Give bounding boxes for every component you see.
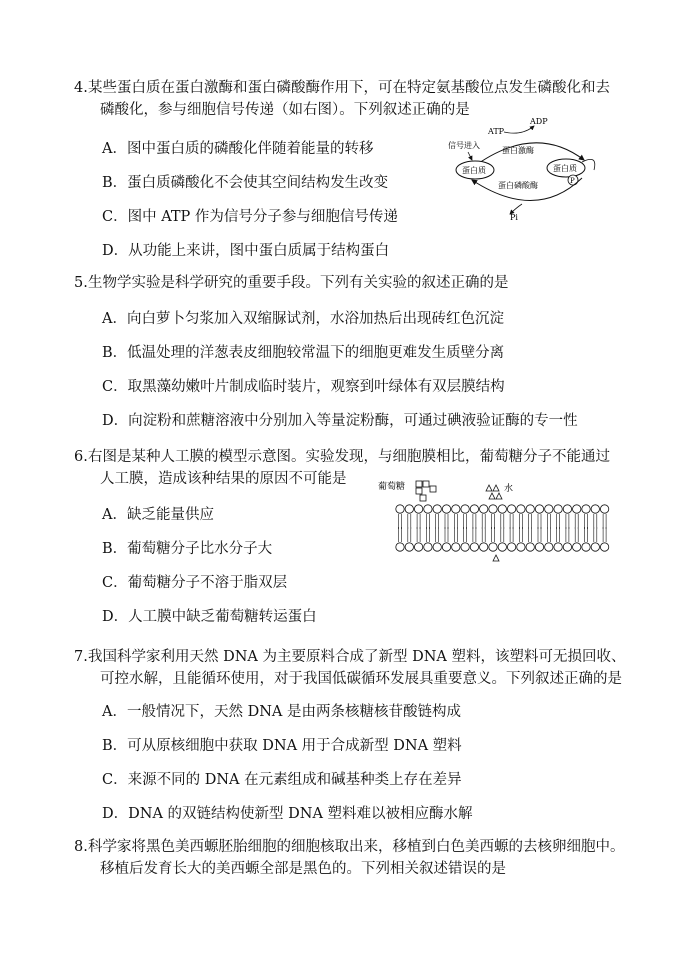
pi-label: Pi: [510, 213, 518, 222]
question-6-number: 6.: [74, 449, 88, 465]
question-7-stem: [74, 646, 648, 690]
phosphatase-label: 蛋白磷酸酶: [498, 181, 538, 190]
signal-arrow: [468, 152, 472, 160]
question-7-line-2: 可控水解，且能循环使用，对于我国低碳循环发展具重要意义。下列叙述正确的是: [100, 671, 622, 687]
q4-option-c: C．图中 ATP 作为信号分子参与细胞信号传递: [102, 209, 398, 225]
question-8-line-2: 移植后发育长大的美西螈全部是黑色的。下列相关叙述错误的是: [100, 861, 506, 877]
q7-option-a: A．一般情况下，天然 DNA 是由两条核糖核苷酸链构成: [102, 704, 461, 720]
water-pass-triangle: [493, 555, 499, 561]
phosphate-label: P: [570, 177, 575, 185]
question-5-number: 5.: [74, 275, 88, 291]
protein-left-label: 蛋白质: [462, 166, 486, 175]
q6-option-b: B．葡萄糖分子比水分子大: [102, 541, 273, 557]
kinase-label: 蛋白激酶: [502, 146, 534, 155]
q5-option-c: C．取黑藻幼嫩叶片制成临时装片，观察到叶绿体有双层膜结构: [102, 379, 505, 395]
adp-label: ADP: [530, 117, 548, 126]
q6-option-c: C．葡萄糖分子不溶于脂双层: [102, 575, 288, 591]
q4-option-d: D．从功能上来讲，图中蛋白质属于结构蛋白: [102, 243, 390, 259]
q7-option-d: D．DNA 的双链结构使新型 DNA 塑料难以被相应酶水解: [102, 806, 473, 822]
question-5-line-1: 生物学实验是科学研究的重要手段。下列有关实验的叙述正确的是: [88, 275, 509, 291]
atp-label: ATP: [488, 127, 505, 136]
q5-option-a: A．向白萝卜匀浆加入双缩脲试剂，水浴加热后出现砖红色沉淀: [102, 311, 504, 327]
atp-adp-arrow: [504, 126, 534, 133]
question-4-line-2: 磷酸化，参与细胞信号传递（如右图）。下列叙述正确的是: [100, 102, 470, 118]
q4-option-a: A．图中蛋白质的磷酸化伴随着能量的转移: [102, 141, 374, 157]
question-6-line-1: 右图是某种人工膜的模型示意图。实验发现，与细胞膜相比，葡萄糖分子不能通过: [88, 449, 610, 465]
question-8-stem: [74, 836, 648, 880]
artificial-membrane-diagram: [378, 477, 626, 567]
lipid-bilayer: [396, 505, 609, 551]
water-triangles: [486, 485, 502, 499]
q6-option-a: A．缺乏能量供应: [102, 507, 214, 523]
question-5-stem: [74, 272, 648, 294]
question-8-line-1: 科学家将黑色美西螈胚胎细胞的细胞核取出来，移植到白色美西螈的去核卵细胞中。: [88, 839, 625, 855]
glucose-label: 葡萄糖: [378, 482, 406, 492]
q6-option-d: D．人工膜中缺乏葡萄糖转运蛋白: [102, 609, 317, 625]
phosphorylation-diagram: [448, 110, 623, 222]
q7-option-b: B．可从原核细胞中获取 DNA 用于合成新型 DNA 塑料: [102, 738, 462, 754]
question-8-number: 8.: [74, 839, 88, 855]
question-7-line-1: 我国科学家利用天然 DNA 为主要原料合成了新型 DNA 塑料，该塑料可无损回收、: [88, 649, 626, 665]
q5-option-d: D．向淀粉和蔗糖溶液中分别加入等量淀粉酶，可通过碘液验证酶的专一性: [102, 413, 578, 429]
protein-right-label: 蛋白质: [553, 164, 577, 173]
question-6-line-2: 人工膜，造成该种结果的原因不可能是: [100, 471, 347, 487]
glucose-squares: [416, 481, 436, 501]
question-4-number: 4.: [74, 80, 88, 96]
q7-option-c: C．来源不同的 DNA 在元素组成和碱基种类上存在差异: [102, 772, 462, 788]
q4-option-b: B．蛋白质磷酸化不会使其空间结构发生改变: [102, 175, 389, 191]
question-7-number: 7.: [74, 649, 88, 665]
water-label: 水: [504, 484, 514, 494]
q5-option-b: B．低温处理的洋葱表皮细胞较常温下的细胞更难发生质壁分离: [102, 345, 505, 361]
signal-label: 信号进入: [448, 141, 480, 150]
question-4-line-1: 某些蛋白质在蛋白激酶和蛋白磷酸酶作用下，可在特定氨基酸位点发生磷酸化和去: [88, 80, 610, 96]
